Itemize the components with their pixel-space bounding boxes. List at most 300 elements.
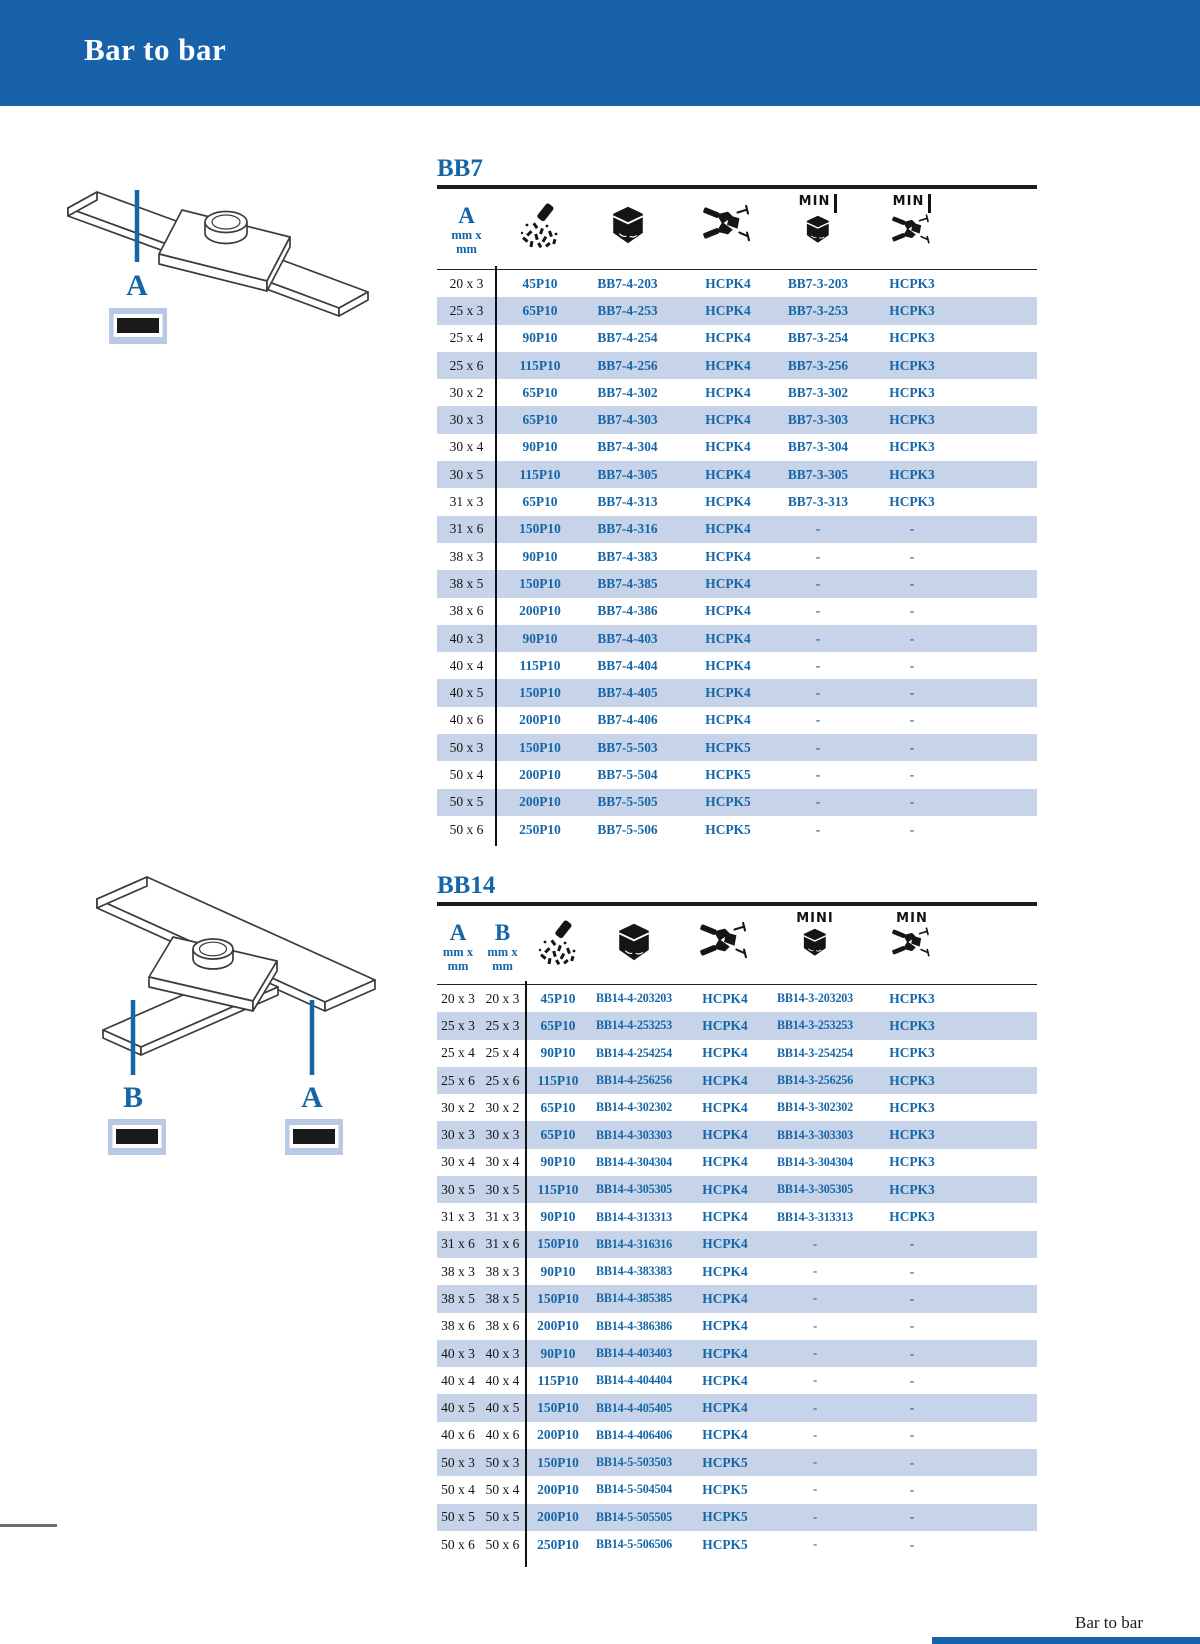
value-cell: -: [909, 1372, 915, 1388]
table-row: [437, 1422, 1037, 1449]
size-cell: 38 x 6: [441, 1318, 475, 1334]
value-cell: 65P10: [522, 384, 558, 400]
value-cell: BB7-4-385: [597, 575, 658, 591]
value-cell: -: [909, 1454, 915, 1470]
value-cell: BB14-4-203203: [595, 991, 672, 1006]
value-cell: 115P10: [537, 1072, 579, 1088]
value-cell: 65P10: [540, 1099, 576, 1115]
table-row: [437, 652, 1037, 679]
value-cell: HCPK3: [889, 494, 935, 510]
value-cell: BB14-4-302302: [595, 1100, 672, 1115]
bar-section-swatch-b: [108, 1119, 166, 1155]
value-cell: 115P10: [537, 1372, 579, 1388]
table-row: [437, 379, 1037, 406]
value-cell: HCPK4: [702, 1400, 748, 1416]
value-cell: 200P10: [537, 1481, 579, 1497]
table-row: [437, 679, 1037, 706]
value-cell: 65P10: [522, 494, 558, 510]
value-cell: 90P10: [540, 1154, 576, 1170]
value-cell: BB7-4-383: [597, 548, 658, 564]
size-cell: 50 x 4: [449, 766, 484, 782]
dimension-label-b: B: [122, 1081, 144, 1114]
size-cell: 20 x 3: [441, 990, 475, 1006]
footer-label: Bar to bar: [1075, 1613, 1143, 1632]
value-cell: BB14-4-253253: [595, 1018, 672, 1033]
value-cell: HCPK3: [889, 466, 935, 482]
table-row: [437, 1531, 1037, 1558]
value-cell: HCPK4: [705, 548, 751, 564]
value-cell: -: [909, 821, 915, 837]
min-bar: [928, 194, 931, 213]
value-cell: BB14-3-305305: [776, 1182, 853, 1197]
value-cell: HCPK4: [705, 302, 751, 318]
value-cell: -: [909, 1427, 915, 1443]
size-cell: 50 x 3: [485, 1454, 520, 1470]
value-cell: 200P10: [519, 712, 561, 728]
value-cell: BB7-3-254: [787, 330, 849, 346]
table-row: [437, 598, 1037, 625]
value-cell: BB7-3-313: [787, 494, 849, 510]
value-cell: BB7-3-305: [787, 466, 849, 482]
table-row: [437, 516, 1037, 543]
size-cell: 30 x 4: [441, 1154, 475, 1170]
size-cell: 30 x 2: [449, 384, 484, 400]
value-cell: HCPK4: [705, 575, 751, 591]
value-cell: HCPK3: [889, 302, 935, 318]
table-row: [437, 325, 1037, 352]
size-cell: 40 x 3: [485, 1345, 520, 1361]
value-cell: HCPK4: [702, 1427, 748, 1443]
weld-metal-icon: [496, 189, 584, 254]
value-cell: -: [813, 1264, 817, 1279]
value-cell: HCPK5: [705, 821, 751, 837]
size-cell: 38 x 6: [485, 1318, 520, 1334]
value-cell: HCPK5: [705, 739, 751, 755]
value-cell: BB7-5-505: [597, 794, 658, 810]
value-cell: HCPK3: [889, 439, 935, 455]
table-row: [437, 707, 1037, 734]
value-cell: HCPK4: [702, 1072, 748, 1088]
value-cell: BB14-4-305305: [595, 1182, 672, 1197]
value-cell: BB14-5-505505: [595, 1509, 672, 1524]
value-cell: HCPK4: [702, 990, 748, 1006]
value-cell: HCPK5: [702, 1536, 748, 1552]
value-cell: BB14-4-385385: [595, 1291, 672, 1306]
value-cell: -: [813, 1318, 817, 1333]
value-cell: HCPK4: [702, 1045, 748, 1061]
handle-clamp-icon: [678, 906, 772, 965]
value-cell: -: [909, 521, 915, 537]
size-cell: 38 x 5: [441, 1290, 475, 1306]
value-cell: 45P10: [540, 990, 576, 1006]
value-cell: -: [909, 575, 915, 591]
value-cell: BB14-4-386386: [595, 1318, 672, 1333]
value-cell: -: [813, 1427, 817, 1442]
value-cell: HCPK3: [889, 412, 935, 428]
footer-accent-bar: [932, 1637, 1200, 1644]
size-cell: 30 x 2: [441, 1099, 475, 1115]
value-cell: 65P10: [540, 1127, 576, 1143]
value-cell: 150P10: [519, 575, 561, 591]
value-cell: -: [909, 685, 915, 701]
value-cell: HCPK4: [705, 630, 751, 646]
value-cell: BB14-4-303303: [595, 1127, 672, 1142]
value-cell: -: [815, 685, 821, 701]
value-cell: HCPK3: [889, 1072, 935, 1088]
value-cell: HCPK4: [702, 1209, 748, 1225]
value-cell: -: [909, 739, 915, 755]
value-cell: -: [815, 794, 821, 810]
table-row: [437, 1449, 1037, 1476]
value-cell: BB7-3-304: [787, 439, 849, 455]
size-cell: 38 x 5: [485, 1290, 520, 1306]
value-cell: 90P10: [540, 1263, 576, 1279]
value-cell: BB7-3-256: [787, 357, 849, 373]
page-header-band: [0, 0, 1200, 106]
table-row: [437, 985, 1037, 1012]
value-cell: -: [909, 712, 915, 728]
crop-mark-line: [0, 1524, 57, 1527]
value-cell: 90P10: [522, 548, 558, 564]
value-cell: -: [909, 1236, 915, 1252]
table-row: [437, 1149, 1037, 1176]
value-cell: HCPK4: [705, 657, 751, 673]
table-row: [437, 789, 1037, 816]
size-cell: 30 x 5: [485, 1181, 520, 1197]
value-cell: -: [813, 1291, 817, 1306]
value-cell: BB7-3-302: [787, 384, 849, 400]
size-cell: 25 x 4: [449, 330, 484, 346]
value-cell: BB7-4-316: [597, 521, 658, 537]
value-cell: 115P10: [519, 357, 561, 373]
size-cell: 25 x 3: [449, 302, 484, 318]
value-cell: 150P10: [537, 1454, 579, 1470]
value-cell: HCPK3: [889, 1209, 935, 1225]
value-cell: -: [909, 548, 915, 564]
value-cell: HCPK3: [889, 1181, 935, 1197]
value-cell: HCPK4: [702, 1263, 748, 1279]
size-cell: 25 x 6: [449, 357, 484, 373]
table-row: [437, 1476, 1037, 1503]
bb7-diagram: [60, 140, 400, 380]
value-cell: HCPK4: [705, 384, 751, 400]
dimension-label-a: A: [126, 269, 148, 302]
value-cell: BB7-4-256: [597, 357, 658, 373]
size-cell: 50 x 3: [441, 1454, 475, 1470]
value-cell: BB14-5-503503: [595, 1455, 672, 1470]
value-cell: -: [909, 1400, 915, 1416]
value-cell: HCPK4: [702, 1372, 748, 1388]
value-cell: BB7-3-253: [787, 302, 849, 318]
table-row: [437, 543, 1037, 570]
size-cell: 38 x 3: [485, 1263, 520, 1279]
value-cell: 115P10: [519, 466, 561, 482]
value-cell: HCPK4: [702, 1345, 748, 1361]
table-row: [437, 1313, 1037, 1340]
value-cell: 65P10: [522, 412, 558, 428]
size-cell: 40 x 5: [441, 1400, 475, 1416]
size-cell: 31 x 3: [485, 1209, 520, 1225]
value-cell: 150P10: [519, 521, 561, 537]
value-cell: HCPK4: [705, 412, 751, 428]
value-cell: BB14-4-256256: [595, 1073, 672, 1088]
value-cell: 65P10: [522, 302, 558, 318]
value-cell: -: [909, 630, 915, 646]
size-cell: 50 x 6: [485, 1536, 520, 1552]
size-cell: 31 x 3: [449, 494, 484, 510]
value-cell: BB7-4-404: [597, 657, 658, 673]
size-cell: 40 x 6: [485, 1427, 520, 1443]
size-cell: 40 x 5: [449, 685, 484, 701]
column-header-a: A mm x mm: [442, 920, 474, 973]
page-title: Bar to bar: [84, 32, 227, 67]
bar-section-swatch: [109, 308, 167, 344]
value-cell: 90P10: [522, 330, 558, 346]
value-cell: HCPK4: [702, 1290, 748, 1306]
value-cell: 90P10: [540, 1209, 576, 1225]
size-cell: 40 x 6: [441, 1427, 475, 1443]
value-cell: BB14-4-406406: [595, 1427, 672, 1442]
value-cell: 90P10: [522, 439, 558, 455]
mold-icon: [590, 906, 678, 969]
size-cell: 40 x 4: [485, 1372, 520, 1388]
value-cell: HCPK4: [705, 521, 751, 537]
weld-metal-icon: [526, 906, 590, 971]
value-cell: BB7-4-405: [597, 685, 658, 701]
size-cell: 38 x 6: [449, 603, 484, 619]
size-cell: 25 x 6: [441, 1072, 475, 1088]
table-row: [437, 734, 1037, 761]
column-header-a: A mm x mm: [451, 203, 482, 256]
bb14-table: [437, 845, 1037, 1558]
table-row: [437, 570, 1037, 597]
size-cell: 25 x 4: [485, 1045, 520, 1061]
value-cell: HCPK3: [889, 990, 935, 1006]
value-cell: BB14-5-506506: [595, 1537, 672, 1552]
bb14-table-header: [437, 906, 1037, 985]
value-cell: -: [909, 1290, 915, 1306]
value-cell: HCPK4: [702, 1127, 748, 1143]
size-cell: 38 x 3: [441, 1263, 475, 1279]
value-cell: 115P10: [519, 657, 561, 673]
value-cell: -: [815, 739, 821, 755]
bb14-table-body: [437, 985, 1037, 1558]
size-cell: 25 x 3: [441, 1017, 475, 1033]
value-cell: BB7-4-406: [597, 712, 658, 728]
table-row: [437, 1121, 1037, 1148]
value-cell: -: [815, 575, 821, 591]
value-cell: 200P10: [537, 1427, 579, 1443]
mold-icon: [584, 189, 671, 252]
value-cell: 150P10: [537, 1290, 579, 1306]
value-cell: BB7-4-302: [597, 384, 658, 400]
value-cell: 150P10: [537, 1400, 579, 1416]
value-cell: 115P10: [537, 1181, 579, 1197]
size-cell: 30 x 5: [449, 466, 484, 482]
value-cell: -: [813, 1482, 817, 1497]
value-cell: BB7-4-386: [597, 603, 658, 619]
value-cell: BB14-3-253253: [776, 1018, 853, 1033]
bb14-table-title: BB14: [437, 872, 496, 899]
table-row: [437, 625, 1037, 652]
value-cell: BB14-3-254254: [776, 1045, 853, 1060]
value-cell: 90P10: [540, 1045, 576, 1061]
table-row: [437, 297, 1037, 324]
value-cell: -: [909, 603, 915, 619]
min-bar: [834, 194, 837, 213]
value-cell: 90P10: [540, 1345, 576, 1361]
value-cell: HCPK4: [705, 466, 751, 482]
value-cell: BB7-3-203: [787, 275, 849, 291]
bb7-table-title: BB7: [437, 155, 483, 182]
value-cell: -: [815, 603, 821, 619]
table-row: [437, 1176, 1037, 1203]
handle-clamp-icon: [671, 189, 785, 248]
value-cell: HCPK4: [702, 1181, 748, 1197]
value-cell: HCPK4: [702, 1236, 748, 1252]
dimension-label-a: A: [301, 1081, 323, 1114]
value-cell: -: [813, 1236, 817, 1251]
value-cell: HCPK4: [702, 1017, 748, 1033]
value-cell: 150P10: [519, 685, 561, 701]
value-cell: -: [813, 1509, 817, 1524]
value-cell: HCPK5: [702, 1509, 748, 1525]
value-cell: BB14-4-316316: [595, 1236, 672, 1251]
value-cell: BB7-4-303: [597, 412, 658, 428]
value-cell: 200P10: [537, 1509, 579, 1525]
table-row: [437, 1012, 1037, 1039]
size-cell: 31 x 6: [441, 1236, 475, 1252]
size-cell: 38 x 3: [449, 548, 484, 564]
column-divider: [525, 981, 527, 1567]
mini-mold-icon: MIN: [785, 189, 851, 251]
table-row: [437, 761, 1037, 788]
value-cell: HCPK3: [889, 275, 935, 291]
size-cell: 50 x 5: [441, 1509, 475, 1525]
size-cell: 30 x 4: [449, 439, 484, 455]
value-cell: -: [815, 821, 821, 837]
value-cell: -: [909, 1318, 915, 1334]
size-cell: 50 x 6: [441, 1536, 475, 1552]
size-cell: 50 x 3: [449, 739, 484, 755]
value-cell: BB7-4-254: [597, 330, 658, 346]
bb7-table: [437, 140, 1037, 843]
value-cell: 200P10: [519, 603, 561, 619]
table-row: [437, 1367, 1037, 1394]
value-cell: HCPK4: [702, 1318, 748, 1334]
size-cell: 30 x 3: [441, 1127, 475, 1143]
value-cell: BB7-5-504: [597, 766, 658, 782]
value-cell: -: [909, 1481, 915, 1497]
value-cell: HCPK4: [705, 603, 751, 619]
bar-section-swatch-a: [285, 1119, 343, 1155]
size-cell: 30 x 4: [485, 1154, 520, 1170]
value-cell: BB14-4-404404: [595, 1373, 672, 1388]
value-cell: HCPK3: [889, 384, 935, 400]
value-cell: -: [815, 766, 821, 782]
bb7-table-body: [437, 270, 1037, 843]
value-cell: BB7-4-305: [597, 466, 658, 482]
value-cell: HCPK4: [702, 1154, 748, 1170]
value-cell: BB14-3-303303: [776, 1127, 853, 1142]
value-cell: 150P10: [537, 1236, 579, 1252]
value-cell: BB7-4-403: [597, 630, 658, 646]
value-cell: BB14-3-203203: [776, 991, 853, 1006]
value-cell: -: [909, 1509, 915, 1525]
value-cell: HCPK4: [705, 357, 751, 373]
table-row: [437, 488, 1037, 515]
value-cell: HCPK3: [889, 357, 935, 373]
value-cell: BB14-3-313313: [776, 1209, 853, 1224]
value-cell: -: [909, 657, 915, 673]
size-cell: 30 x 2: [485, 1099, 520, 1115]
value-cell: BB14-4-254254: [595, 1045, 672, 1060]
size-cell: 20 x 3: [485, 990, 520, 1006]
value-cell: BB7-4-253: [597, 302, 658, 318]
value-cell: HCPK4: [705, 494, 751, 510]
size-cell: 50 x 6: [449, 821, 484, 837]
value-cell: BB14-3-302302: [776, 1100, 853, 1115]
value-cell: -: [909, 1263, 915, 1279]
value-cell: BB14-4-313313: [595, 1209, 672, 1224]
bb7-table-header: [437, 189, 1037, 270]
size-cell: 30 x 3: [485, 1127, 520, 1143]
value-cell: -: [813, 1455, 817, 1470]
size-cell: 31 x 6: [485, 1236, 520, 1252]
value-cell: BB14-4-405405: [595, 1400, 672, 1415]
value-cell: -: [813, 1537, 817, 1552]
value-cell: -: [813, 1373, 817, 1388]
table-row: [437, 352, 1037, 379]
value-cell: BB7-5-503: [597, 739, 658, 755]
value-cell: 200P10: [519, 794, 561, 810]
value-cell: HCPK4: [705, 275, 751, 291]
size-cell: 50 x 4: [485, 1481, 520, 1497]
value-cell: 200P10: [537, 1318, 579, 1334]
value-cell: BB14-5-504504: [595, 1482, 672, 1497]
value-cell: BB7-4-304: [597, 439, 658, 455]
column-divider: [495, 266, 497, 846]
size-cell: 40 x 4: [441, 1372, 475, 1388]
value-cell: -: [909, 794, 915, 810]
value-cell: HCPK4: [702, 1099, 748, 1115]
table-row: [437, 1203, 1037, 1230]
value-cell: 65P10: [540, 1017, 576, 1033]
size-cell: 40 x 5: [485, 1400, 520, 1416]
table-row: [437, 1394, 1037, 1421]
value-cell: -: [815, 657, 821, 673]
value-cell: HCPK3: [889, 1017, 935, 1033]
size-cell: 31 x 3: [441, 1209, 475, 1225]
table-row: [437, 1067, 1037, 1094]
table-row: [437, 1040, 1037, 1067]
value-cell: HCPK4: [705, 439, 751, 455]
table-row: [437, 1504, 1037, 1531]
size-cell: 25 x 3: [485, 1017, 520, 1033]
table-row: [437, 1231, 1037, 1258]
value-cell: -: [815, 521, 821, 537]
value-cell: BB14-3-304304: [776, 1154, 853, 1169]
value-cell: HCPK4: [705, 685, 751, 701]
value-cell: BB14-4-403403: [595, 1346, 672, 1360]
value-cell: BB14-4-304304: [595, 1154, 672, 1169]
value-cell: -: [909, 766, 915, 782]
table-row: [437, 1258, 1037, 1285]
size-cell: 50 x 4: [441, 1481, 475, 1497]
size-cell: 40 x 3: [449, 630, 484, 646]
value-cell: 90P10: [522, 630, 558, 646]
value-cell: -: [815, 630, 821, 646]
